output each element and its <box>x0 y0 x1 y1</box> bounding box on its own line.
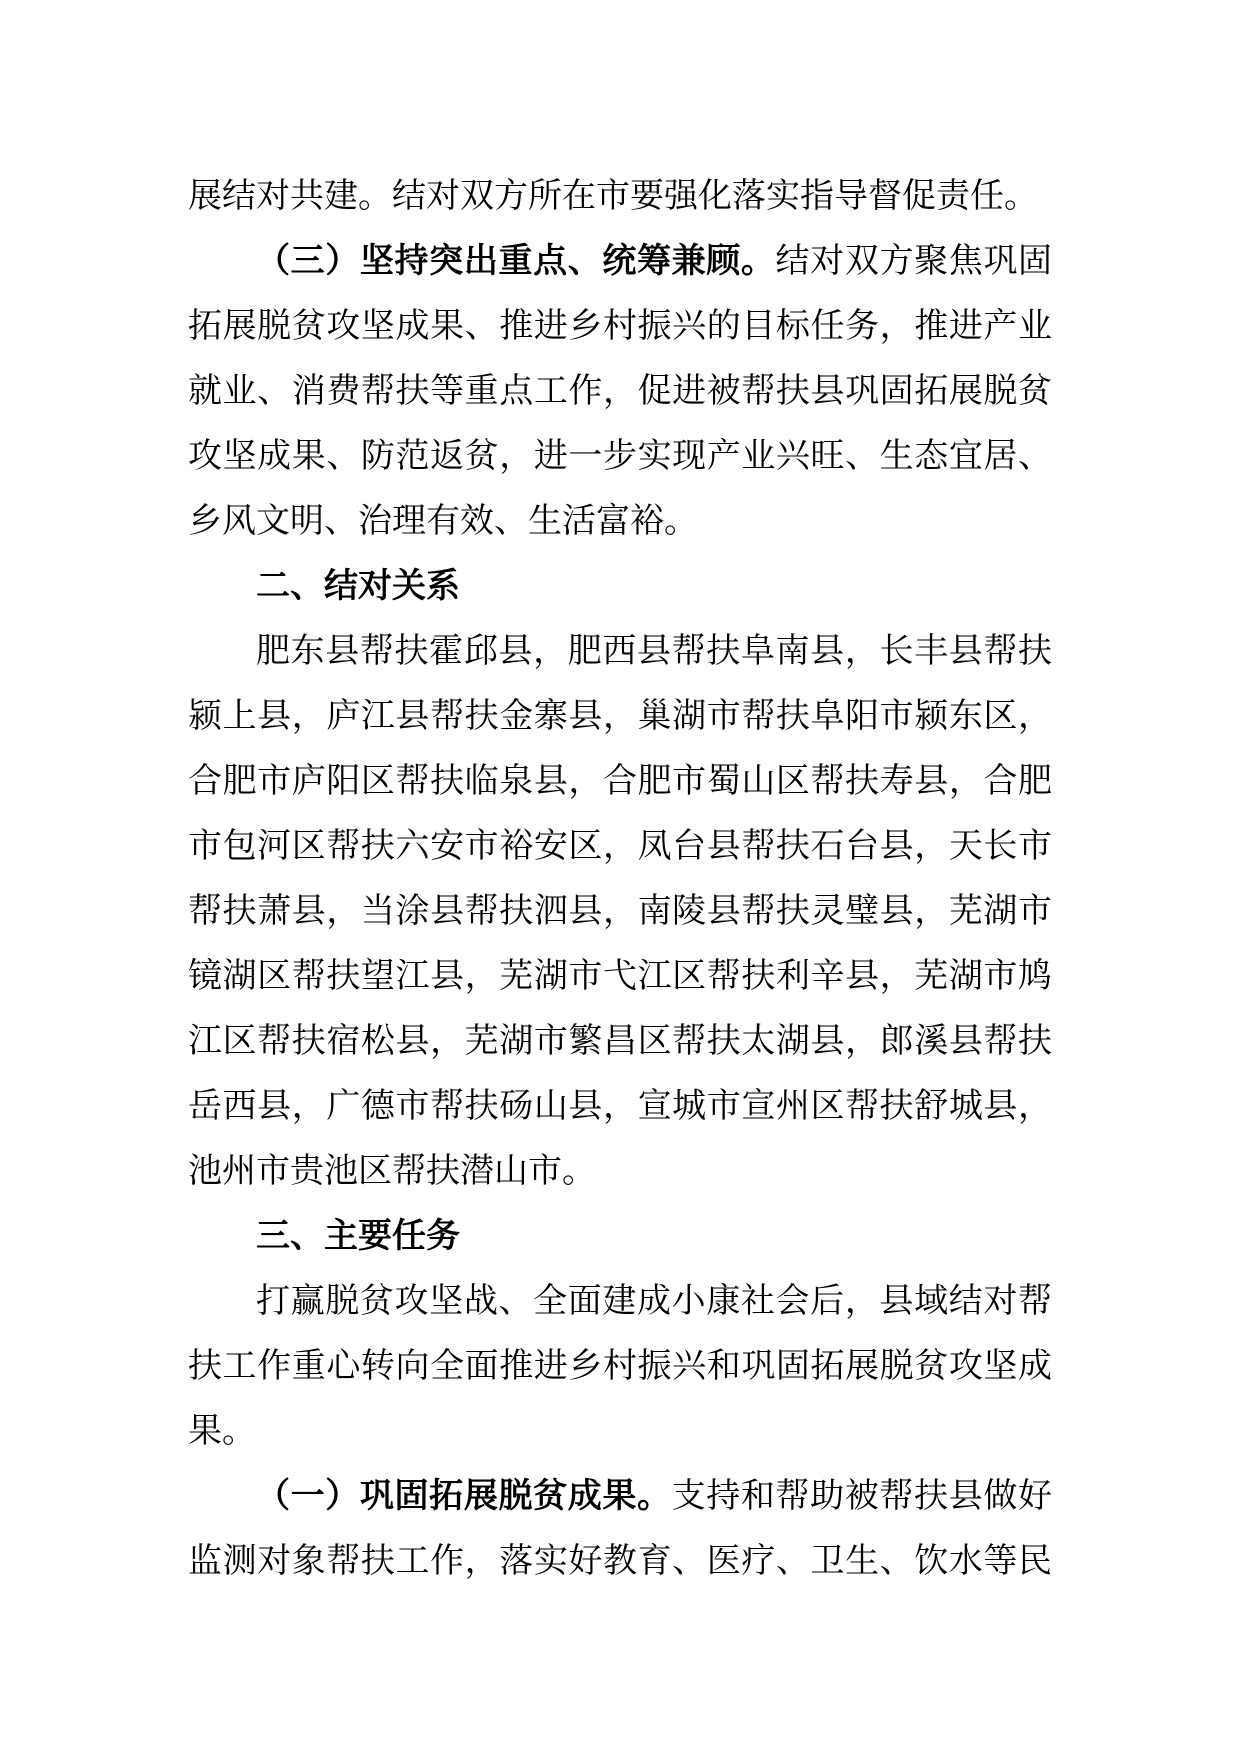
text-line: 打赢脱贫攻坚战、全面建成小康社会后，县域结对帮 <box>256 1281 1052 1321</box>
text-line: 帮扶萧县，当涂县帮扶泗县，南陵县帮扶灵璧县，芜湖市 <box>188 891 1052 931</box>
text-line: 池州市贵池区帮扶潜山市。 <box>188 1151 596 1191</box>
text-line: 扶工作重心转向全面推进乡村振兴和巩固拓展脱贫攻坚成 <box>188 1346 1052 1386</box>
text-run: 结对双方聚焦巩固 <box>775 241 1052 281</box>
text-line: 颍上县，庐江县帮扶金寨县，巢湖市帮扶阜阳市颍东区， <box>188 696 1052 736</box>
text-line: 果。 <box>188 1411 256 1451</box>
text-line: 攻坚成果、防范返贫，进一步实现产业兴旺、生态宜居、 <box>188 436 1052 476</box>
text-line: 合肥市庐阳区帮扶临泉县，合肥市蜀山区帮扶寿县，合肥 <box>188 761 1052 801</box>
text-line: 就业、消费帮扶等重点工作，促进被帮扶县巩固拓展脱贫 <box>188 371 1052 411</box>
text-line: 拓展脱贫攻坚成果、推进乡村振兴的目标任务，推进产业 <box>188 306 1052 346</box>
text-line: 乡风文明、治理有效、生活富裕。 <box>188 501 698 541</box>
bold-lead: （三）坚持突出重点、统筹兼顾。 <box>256 241 776 281</box>
text-line: 江区帮扶宿松县，芜湖市繁昌区帮扶太湖县，郎溪县帮扶 <box>188 1021 1052 1061</box>
paragraph-with-bold-lead <box>188 1464 1052 1529</box>
section-heading: 三、主要任务 <box>256 1216 460 1256</box>
text-line: 展结对共建。结对双方所在市要强化落实指导督促责任。 <box>188 176 1038 216</box>
text-line: 监测对象帮扶工作，落实好教育、医疗、卫生、饮水等民 <box>188 1541 1052 1581</box>
document-page <box>188 164 1052 1594</box>
section-heading: 二、结对关系 <box>256 566 460 606</box>
text-line: 岳西县，广德市帮扶砀山县，宣城市宣州区帮扶舒城县， <box>188 1086 1052 1126</box>
bold-lead: （一）巩固拓展脱贫成果。 <box>256 1476 672 1516</box>
text-line: 镜湖区帮扶望江县，芜湖市弋江区帮扶利辛县，芜湖市鸠 <box>188 956 1052 996</box>
text-line: 市包河区帮扶六安市裕安区，凤台县帮扶石台县，天长市 <box>188 826 1052 866</box>
paragraph-with-bold-lead <box>188 229 1052 294</box>
text-line: 肥东县帮扶霍邱县，肥西县帮扶阜南县，长丰县帮扶 <box>256 631 1052 671</box>
text-run: 支持和帮助被帮扶县做好 <box>671 1476 1052 1516</box>
